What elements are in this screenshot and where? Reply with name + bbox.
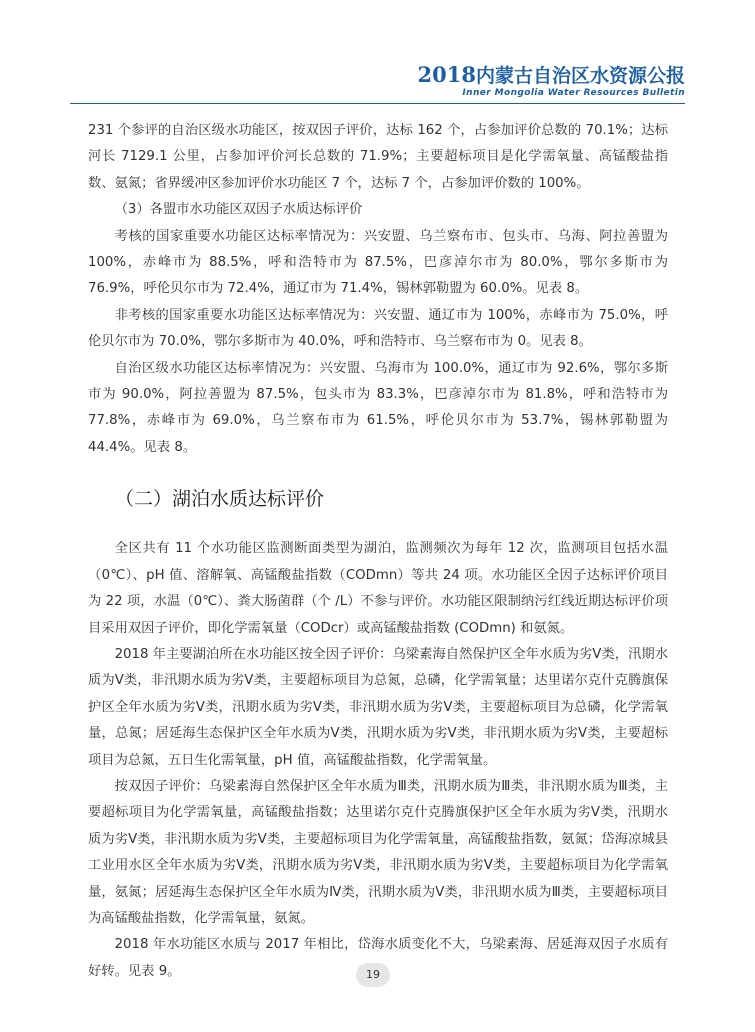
paragraph: 全区共有 11 个水功能区监测断面类型为湖泊，监测频次为每年 12 次，监测项目包括水温（0℃）、pH 值、溶解氧、高锰酸盐指数（CODmn）等共 24 项。水功能区全因子达标评价项目为 22 项，水温（0℃）、粪大肠菌群（个 /L）不参与评价。水功能区限制纳污红线近期达标评价项目采用双因子评价，即化学需氧量（CODcr）或高锰酸盐指数 (CODmn) 和氨氮。: [88, 541, 668, 636]
bulletin-header: [418, 64, 685, 98]
bulletin-subtitle: Inner Mongolia Water Resources Bulletin: [462, 88, 685, 98]
paragraph: 231 个参评的自治区级水功能区，按双因子评价，达标 162 个，占参加评价总数的 70.1%；达标河长 7129.1 公里，占参加评价河长总数的 71.9%；主要超标项目是化学需氧量、高锰酸盐指数、氨氮；省界缓冲区参加评价水功能区 7 个，达标 7 个，占参加评价数的 100%。: [88, 123, 668, 191]
subsection-heading: （3）各盟市水功能区双因子水质达标评价: [114, 202, 363, 218]
paragraph: 2018 年水功能区水质与 2017 年相比，岱海水质变化不大，乌梁素海、居延海双因子水质有好转。见表 9。: [88, 937, 668, 979]
paragraph: 2018 年主要湖泊所在水功能区按全因子评价：乌梁素海自然保护区全年水质为劣Ⅴ类，汛期水质为Ⅴ类，非汛期水质为劣Ⅴ类，主要超标项目为总氮，总磷，化学需氧量；达里诺尔克什克腾旗保护区全年水质为劣Ⅴ类，汛期水质为劣Ⅴ类，非汛期水质为劣Ⅴ类，主要超标项目为总磷，化学需氧量，总氮；居延海生态保护区全年水质为Ⅴ类，汛期水质为劣Ⅴ类，非汛期水质为劣Ⅴ类，主要超标项目为总氮，五日生化需氧量，pH 值，高锰酸盐指数，化学需氧量。: [88, 646, 668, 768]
page-content: [88, 118, 668, 985]
page-number: 19: [356, 963, 390, 987]
header-divider: [70, 103, 685, 104]
bulletin-year: 2018: [417, 62, 476, 87]
paragraph: 按双因子评价：乌梁素海自然保护区全年水质为Ⅲ类，汛期水质为Ⅲ类，非汛期水质为Ⅲ类，主要超标项目为化学需氧量，高锰酸盐指数；达里诺尔克什克腾旗保护区全年水质为劣Ⅴ类，汛期水质为劣Ⅴ类，非汛期水质为劣Ⅴ类，主要超标项目为化学需氧量，高锰酸盐指数，氨氮；岱海凉城县工业用水区全年水质为劣Ⅴ类，汛期水质为劣Ⅴ类，非汛期水质为劣Ⅴ类，主要超标项目为化学需氧量，氨氮；居延海生态保护区全年水质为Ⅳ类，汛期水质为Ⅴ类，非汛期水质为Ⅲ类，主要超标项目为高锰酸盐指数，化学需氧量，氨氮。: [88, 778, 668, 926]
paragraph: 自治区级水功能区达标率情况为：兴安盟、乌海市为 100.0%，通辽市为 92.6%，鄂尔多斯市为 90.0%，阿拉善盟为 87.5%，包头市为 83.3%，巴彦淖尔市为 81.8%，呼和浩特市为 77.8%，赤峰市为 69.0%，乌兰察布市为 61.5%，呼伦贝尔市为 53.7%，锡林郭勒盟为 44.4%。见表 8。: [88, 360, 668, 455]
bulletin-title: [418, 64, 685, 87]
paragraph: 考核的国家重要水功能区达标率情况为：兴安盟、乌兰察布市、包头市、乌海、阿拉善盟为 100%，赤峰市为 88.5%，呼和浩特市为 87.5%，巴彦淖尔市为 80.0%，鄂尔多斯市为 76.9%，呼伦贝尔市为 72.4%，通辽市为 71.4%，锡林郭勒盟为 60.0%。见表 8。: [88, 228, 668, 297]
paragraph: 非考核的国家重要水功能区达标率情况为：兴安盟、通辽市为 100%，赤峰市为 75.0%，呼伦贝尔市为 70.0%，鄂尔多斯市为 40.0%，呼和浩特市、乌兰察布市为 0。见表 8。: [88, 307, 668, 350]
bulletin-title-text: 内蒙古自治区水资源公报: [475, 65, 685, 87]
section-heading: （二）湖泊水质达标评价: [115, 488, 325, 511]
